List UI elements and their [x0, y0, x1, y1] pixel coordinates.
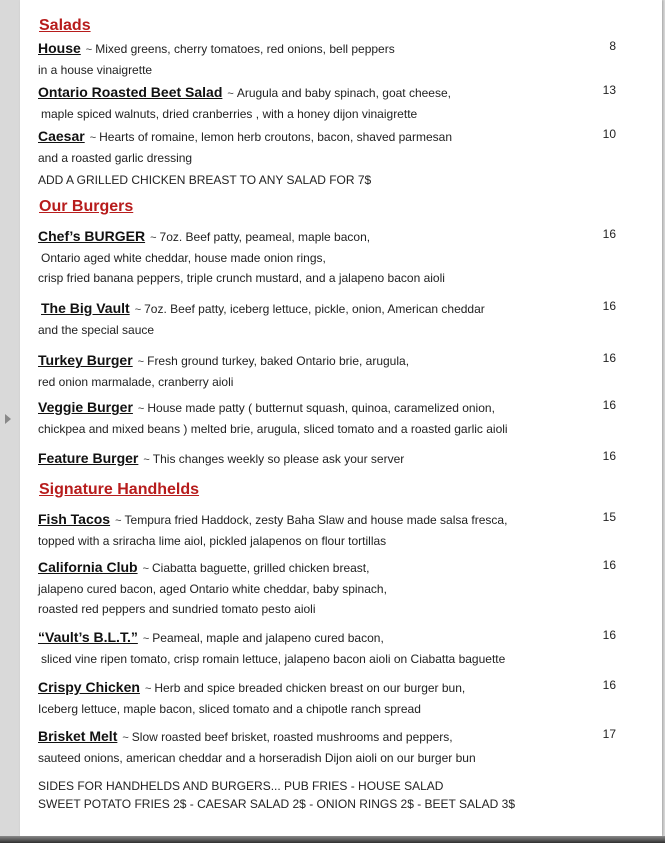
item-desc: and the special sauce — [38, 323, 155, 337]
item-desc: This changes weekly so please ask your server — [152, 452, 405, 466]
item-name: Turkey Burger — [38, 352, 133, 368]
menu-item-feature-burger: Feature Burger ~ This changes weekly so please ask your server 16 — [38, 449, 616, 466]
item-desc: Tempura fried Haddock, zesty Baha Slaw and house made salsa fresca, — [124, 513, 508, 527]
item-desc: jalapeno cured bacon, aged Ontario white cheddar, baby spinach, — [38, 582, 387, 596]
section-title-burgers: Our Burgers — [39, 198, 134, 215]
item-name: Feature Burger — [38, 450, 139, 466]
item-desc: Mixed greens, cherry tomatoes, red onions, bell peppers — [95, 42, 395, 56]
salad-addon-note: ADD A GRILLED CHICKEN BREAST TO ANY SALAD FOR 7$ — [38, 173, 372, 187]
item-desc: red onion marmalade, cranberry aioli — [38, 375, 234, 389]
item-desc: 7oz. Beef patty, peameal, maple bacon, — [159, 230, 371, 244]
item-desc: and a roasted garlic dressing — [38, 151, 193, 165]
menu-item-vaults-blt: “Vault’s B.L.T.” ~ Peameal, maple and jalapeno cured bacon, sliced vine ripen tomato, crisp romain lettuce, jalapeno bacon aioli on Ciabatta baguette 16 — [38, 627, 638, 669]
item-desc: Hearts of romaine, lemon herb croutons, bacon, shaved parmesan — [99, 130, 452, 144]
item-desc: in a house vinaigrette — [38, 63, 153, 77]
item-name: Veggie Burger — [38, 399, 133, 415]
item-price: 17 — [602, 727, 616, 741]
item-price: 16 — [602, 628, 616, 642]
item-desc: Fresh ground turkey, baked Ontario brie, arugula, — [147, 354, 410, 368]
item-desc: sauteed onions, american cheddar and a horseradish Dijon aioli on our burger bun — [38, 751, 476, 765]
item-desc: topped with a sriracha lime aiol, pickled jalapenos on flour tortillas — [38, 534, 387, 548]
item-name: Chef’s BURGER — [38, 228, 146, 244]
menu-item-turkey-burger: Turkey Burger ~ Fresh ground turkey, baked Ontario brie, arugula, red onion marmalade, cranberry aioli 16 — [38, 350, 638, 392]
item-desc: Peameal, maple and jalapeno cured bacon, — [152, 631, 384, 645]
expand-arrow-icon[interactable] — [5, 414, 11, 424]
menu-item-beet-salad: Ontario Roasted Beet Salad ~ Arugula and baby spinach, goat cheese, maple spiced walnuts, dried cranberries , with a honey dijon vinaigrette 13 — [38, 82, 638, 124]
item-desc: chickpea and mixed beans ) melted brie, arugula, sliced tomato and a roasted garlic aioli — [38, 422, 508, 436]
item-desc: sliced vine ripen tomato, crisp romain lettuce, jalapeno bacon aioli on Ciabatta baguette — [41, 652, 506, 666]
item-name: The Big Vault — [41, 300, 130, 316]
item-desc: Ontario aged white cheddar, house made onion rings, — [41, 251, 326, 265]
item-name: House — [38, 40, 81, 56]
item-price: 15 — [602, 510, 616, 524]
item-name: Brisket Melt — [38, 728, 118, 744]
item-price: 16 — [602, 299, 616, 313]
menu-item-crispy-chicken: Crispy Chicken ~ Herb and spice breaded chicken breast on our burger bun, Iceberg lettuce, maple bacon, sliced tomato and a chipotle ranch spread 16 — [38, 677, 638, 719]
item-desc: House made patty ( butternut squash, quinoa, caramelized onion, — [147, 401, 495, 415]
window-bottom-edge — [0, 836, 665, 843]
item-price: 16 — [602, 351, 616, 365]
item-name: Caesar — [38, 128, 85, 144]
item-price: 16 — [602, 558, 616, 572]
item-name: Fish Tacos — [38, 511, 111, 527]
menu-item-fish-tacos: Fish Tacos ~ Tempura fried Haddock, zesty Baha Slaw and house made salsa fresca, topped with a sriracha lime aiol, pickled jalapenos on flour tortillas 15 — [38, 509, 638, 551]
menu-item-california-club: California Club ~ Ciabatta baguette, grilled chicken breast, jalapeno cured bacon, aged Ontario white cheddar, baby spinach, roasted red peppers and sundried tomato pesto aioli 16 — [38, 557, 638, 619]
item-desc: Ciabatta baguette, grilled chicken breast, — [152, 561, 370, 575]
menu-item-big-vault: The Big Vault ~ 7oz. Beef patty, iceberg lettuce, pickle, onion, American cheddar and the special sauce 16 — [38, 298, 638, 340]
item-desc: 7oz. Beef patty, iceberg lettuce, pickle, onion, American cheddar — [144, 302, 485, 316]
section-title-handhelds: Signature Handhelds — [39, 481, 200, 498]
item-price: 16 — [602, 678, 616, 692]
item-name: Crispy Chicken — [38, 679, 140, 695]
item-desc: Iceberg lettuce, maple bacon, sliced tomato and a chipotle ranch spread — [38, 702, 421, 716]
item-price: 10 — [602, 127, 616, 141]
item-price: 16 — [602, 398, 616, 412]
item-desc: Arugula and baby spinach, goat cheese, — [236, 86, 451, 100]
section-title-salads: Salads — [39, 17, 91, 34]
item-price: 16 — [602, 449, 616, 463]
menu-item-house-salad: House ~ Mixed greens, cherry tomatoes, red onions, bell peppers in a house vinaigrette 8 — [38, 38, 638, 80]
menu-item-veggie-burger: Veggie Burger ~ House made patty ( butternut squash, quinoa, caramelized onion, chickpea and mixed beans ) melted brie, arugula, sliced tomato and a roasted garlic aioli 16 — [38, 397, 638, 439]
item-name: California Club — [38, 559, 138, 575]
item-desc: maple spiced walnuts, dried cranberries , with a honey dijon vinaigrette — [41, 107, 418, 121]
menu-item-chefs-burger: Chef’s BURGER ~ 7oz. Beef patty, peameal, maple bacon, Ontario aged white cheddar, house made onion rings, crisp fried banana peppers, triple crunch mustard, and a jalapeno bacon aioli 16 — [38, 226, 638, 288]
item-desc: Herb and spice breaded chicken breast on our burger bun, — [154, 681, 466, 695]
item-name: “Vault’s B.L.T.” — [38, 629, 138, 645]
sides-note-line1: SIDES FOR HANDHELDS AND BURGERS... PUB FRIES - HOUSE SALAD — [38, 779, 444, 793]
item-desc: roasted red peppers and sundried tomato pesto aioli — [38, 602, 316, 616]
sides-note-line2: SWEET POTATO FRIES 2$ - CAESAR SALAD 2$ - ONION RINGS 2$ - BEET SALAD 3$ — [38, 797, 516, 811]
item-price: 8 — [609, 39, 616, 53]
item-desc: Slow roasted beef brisket, roasted mushrooms and peppers, — [131, 730, 453, 744]
menu-item-caesar: Caesar ~ Hearts of romaine, lemon herb croutons, bacon, shaved parmesan and a roasted garlic dressing 10 — [38, 126, 638, 168]
item-desc: crisp fried banana peppers, triple crunch mustard, and a jalapeno bacon aioli — [38, 271, 445, 285]
item-price: 13 — [602, 83, 616, 97]
menu-item-brisket-melt: Brisket Melt ~ Slow roasted beef brisket, roasted mushrooms and peppers, sauteed onions, american cheddar and a horseradish Dijon aioli on our burger bun 17 — [38, 726, 638, 768]
item-name: Ontario Roasted Beet Salad — [38, 84, 223, 100]
item-price: 16 — [602, 227, 616, 241]
